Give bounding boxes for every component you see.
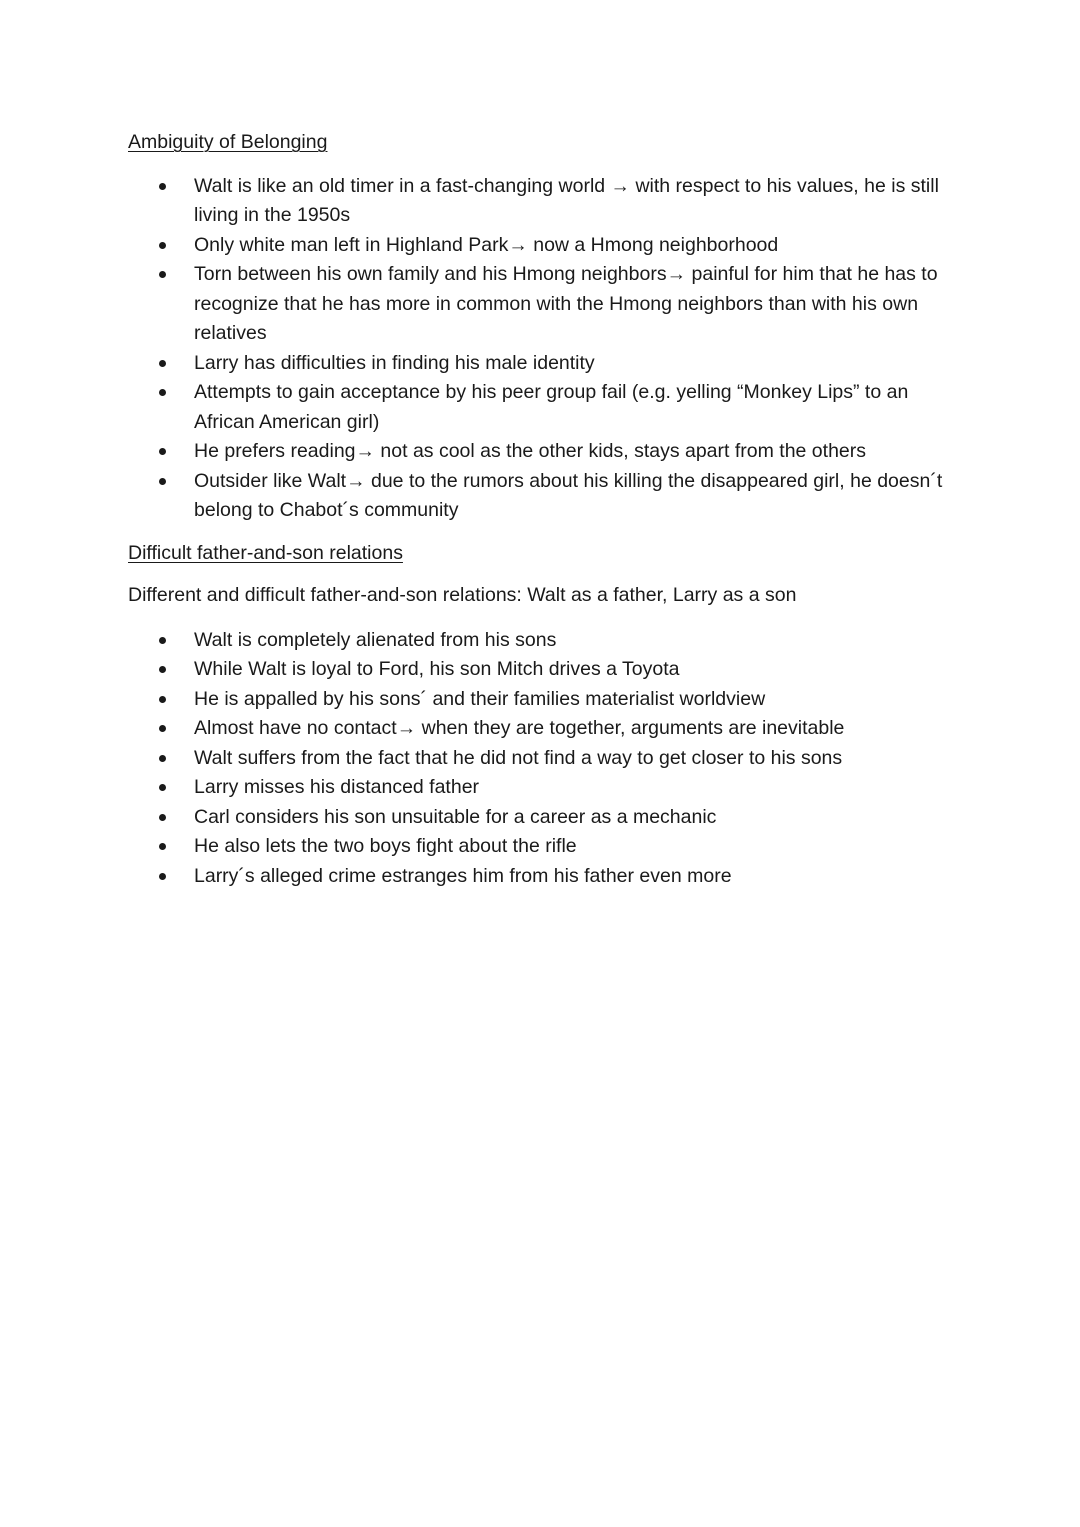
list-item: [128, 744, 958, 774]
list-item-text: He is appalled by his sons´ and their families materialist worldview: [194, 687, 766, 710]
list-item: [128, 349, 958, 379]
list-item-text: Torn between his own family and his Hmong neighbors→ painful for him that he has to recognize that he has more in common with the Hmong neighbors than with his own relatives: [194, 263, 938, 344]
list-item-text: Walt is like an old timer in a fast-changing world → with respect to his values, he is still living in the 1950s: [194, 174, 939, 226]
list-item-text: Almost have no contact→ when they are together, arguments are inevitable: [194, 717, 845, 739]
bullet-icon: [159, 843, 166, 850]
list-item: [128, 655, 958, 685]
list-item-text: Larry misses his distanced father: [194, 776, 480, 798]
list-item-text: Carl considers his son unsuitable for a career as a mechanic: [194, 805, 717, 828]
bullet-icon: [159, 478, 166, 485]
bullet-icon: [159, 666, 166, 673]
list-item-text: Walt is completely alienated from his sons: [194, 628, 557, 651]
bullet-icon: [159, 448, 166, 455]
list-item-text: He also lets the two boys fight about the rifle: [194, 835, 577, 857]
list-item-text: Outsider like Walt→ due to the rumors about his killing the disappeared girl, he doesn´t belong to Chabot´s community: [194, 469, 943, 521]
bullet-list-father-son: [128, 626, 958, 892]
list-item-text: He prefers reading→ not as cool as the other kids, stays apart from the others: [194, 440, 866, 462]
list-item: [128, 260, 958, 349]
bullet-icon: [159, 784, 166, 791]
list-item: [128, 172, 958, 231]
bullet-icon: [159, 637, 166, 644]
list-item: [128, 714, 958, 744]
list-item: [128, 437, 958, 467]
list-item: [128, 685, 958, 715]
list-item: [128, 803, 958, 833]
bullet-icon: [159, 725, 166, 732]
list-item-text: Larry has difficulties in finding his male identity: [194, 351, 595, 374]
document-page: [128, 128, 958, 891]
bullet-icon: [159, 389, 166, 396]
bullet-icon: [159, 755, 166, 762]
bullet-icon: [159, 814, 166, 821]
list-item: [128, 773, 958, 803]
bullet-icon: [159, 696, 166, 703]
list-item: [128, 832, 958, 862]
section-heading-father-son-relations: Difficult father-and-son relations: [128, 541, 403, 564]
bullet-list-belonging: [128, 172, 958, 526]
list-item-text: Attempts to gain acceptance by his peer group fail (e.g. yelling “Monkey Lips” to an African American girl): [194, 381, 909, 433]
list-item-text: Larry´s alleged crime estranges him from his father even more: [194, 864, 732, 887]
list-item-text: Only white man left in Highland Park→ now a Hmong neighborhood: [194, 233, 779, 256]
list-item: [128, 626, 958, 656]
bullet-icon: [159, 183, 166, 190]
list-item: [128, 378, 958, 437]
list-item-text: Walt suffers from the fact that he did not find a way to get closer to his sons: [194, 746, 843, 769]
section-heading-ambiguity-of-belonging: Ambiguity of Belonging: [128, 131, 328, 153]
bullet-icon: [159, 242, 166, 249]
list-item-text: While Walt is loyal to Ford, his son Mitch drives a Toyota: [194, 658, 680, 680]
list-item: [128, 467, 958, 526]
bullet-icon: [159, 271, 166, 278]
list-item: [128, 862, 958, 892]
section-intro-text: Different and difficult father-and-son relations: Walt as a father, Larry as a son: [128, 584, 797, 606]
bullet-icon: [159, 873, 166, 880]
bullet-icon: [159, 360, 166, 367]
list-item: [128, 231, 958, 261]
